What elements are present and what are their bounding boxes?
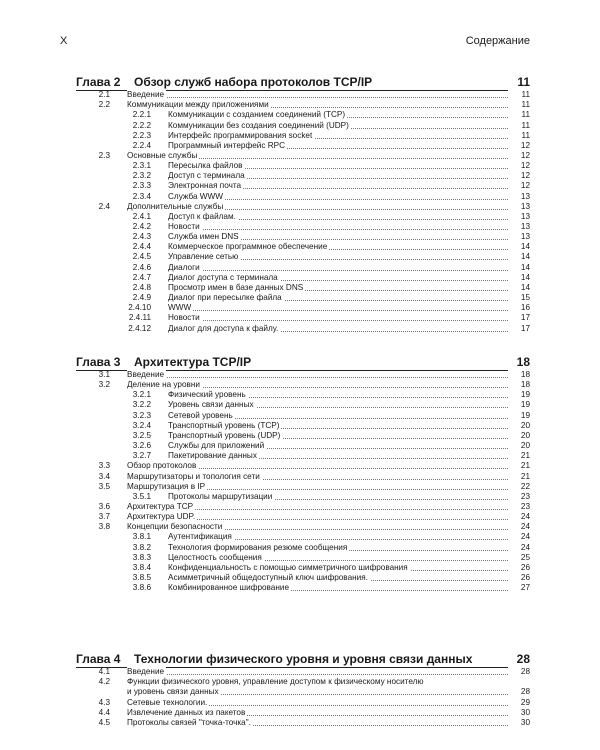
toc-entry	[0, 171, 600, 181]
section-number: 2.4.1	[132, 211, 151, 221]
section-page: 27	[508, 583, 530, 593]
section-title: Маршрутизаторы и топология сети	[127, 471, 260, 481]
dot-leader	[127, 674, 508, 675]
section-page: 14	[508, 252, 530, 262]
section-title: Служба имен DNS	[168, 232, 239, 242]
section-page: 21	[508, 461, 530, 471]
section-page: 19	[508, 390, 530, 400]
section-number: 3.8	[98, 522, 110, 532]
toc-entry	[0, 161, 600, 171]
toc-entry	[0, 212, 600, 222]
dot-leader	[127, 377, 508, 378]
section-page: 24	[508, 543, 530, 553]
section-title: Маршрутизация в IP	[127, 481, 206, 491]
section-title: Функции физического уровня, управление доступом к физическому носителю	[127, 677, 424, 687]
section-number: 3.4	[98, 471, 110, 481]
toc-entry	[0, 512, 600, 522]
section-title: и уровень связи данных	[127, 687, 219, 697]
section-page: 20	[508, 441, 530, 451]
section-title: Коммерческое программное обеспечение	[168, 242, 328, 252]
section-page: 18	[508, 370, 530, 380]
chapter-title: Обзор служб набора протоколов TCP/IP	[134, 75, 373, 89]
section-number: 3.6	[98, 502, 110, 511]
toc-entry	[0, 687, 600, 697]
toc-entry	[0, 192, 600, 202]
section-page: 25	[508, 553, 530, 563]
section-title: Сетевые технологии.	[127, 697, 208, 707]
toc-entry	[0, 573, 600, 583]
section-page: 14	[508, 263, 530, 273]
section-page: 29	[508, 698, 530, 708]
section-title: Протоколы маршрутизации	[168, 491, 273, 501]
toc-entry	[0, 151, 600, 161]
section-number: 2.3.2	[132, 171, 151, 181]
section-page: 15	[508, 293, 530, 303]
dot-leader	[168, 270, 508, 271]
section-page: 13	[508, 212, 530, 222]
section-page: 13	[508, 232, 530, 242]
section-page: 11	[508, 121, 530, 131]
section-page: 14	[508, 242, 530, 252]
section-page: 12	[508, 181, 530, 191]
section-page: 24	[508, 532, 530, 542]
section-title: Архитектура UDP.	[127, 512, 196, 522]
section-number: 4.3	[98, 697, 110, 707]
section-page: 17	[508, 324, 530, 334]
section-number: 2.4.8	[132, 282, 151, 292]
toc-entry	[0, 181, 600, 191]
section-number: 2.3.3	[132, 181, 151, 191]
section-title: Пересылка файлов	[168, 161, 243, 171]
section-title: Коммуникации между приложениями	[127, 100, 269, 110]
section-title: Коммуникации без создания соединений (UDP)	[168, 120, 349, 130]
toc-entry	[0, 718, 600, 728]
section-title: Введение	[127, 90, 165, 99]
section-page: 23	[508, 502, 530, 512]
toc-entry	[0, 283, 600, 293]
toc-entry	[0, 390, 600, 400]
section-number: 3.1	[98, 370, 110, 379]
section-number: 3.8.6	[132, 583, 151, 593]
section-number: 3.7	[98, 512, 110, 522]
section-title: Диалог доступа с терминала	[168, 272, 278, 282]
toc-entry	[0, 532, 600, 542]
section-title: Введение	[127, 370, 165, 379]
section-title: Новости	[168, 222, 200, 231]
toc-entry	[0, 222, 600, 232]
toc-entry	[0, 563, 600, 573]
section-page: 23	[508, 492, 530, 502]
section-number: 2.2.2	[132, 120, 151, 130]
section-page: 30	[508, 718, 530, 728]
dot-leader	[168, 320, 508, 321]
page-number-roman: X	[60, 35, 68, 47]
chapter-heading	[76, 75, 530, 89]
toc-entry	[0, 441, 600, 451]
section-page: 16	[508, 303, 530, 313]
section-number: 2.4.6	[132, 262, 151, 272]
section-title: Программный интерфейс RPC	[168, 140, 285, 150]
chapter-page: 18	[516, 355, 530, 369]
chapter-label: Глава 4	[76, 652, 121, 666]
section-page: 13	[508, 202, 530, 212]
dot-leader	[127, 97, 508, 98]
section-title: Службы для приложений	[168, 441, 265, 451]
section-number: 2.4.11	[128, 313, 151, 323]
section-page: 11	[508, 131, 530, 141]
chapter-page: 28	[516, 652, 530, 666]
section-title: Протоколы связей "точка-точка".	[127, 717, 251, 727]
chapter-page: 11	[517, 75, 530, 89]
toc-entry	[0, 303, 600, 313]
section-number: 2.2.1	[132, 110, 151, 120]
section-number: 2.3.4	[132, 191, 151, 201]
section-number: 2.2	[98, 100, 110, 110]
section-number: 3.8.2	[132, 542, 151, 552]
section-page: 18	[508, 380, 530, 390]
toc-entry	[0, 482, 600, 492]
section-number: 4.1	[98, 667, 110, 676]
section-number: 3.2.6	[132, 441, 151, 451]
section-page: 11	[508, 90, 530, 100]
section-number: 3.2.3	[132, 410, 151, 420]
toc-entry	[0, 698, 600, 708]
section-page: 17	[508, 313, 530, 323]
chapter-label: Глава 3	[76, 355, 121, 369]
section-title: Архитектура TCP	[127, 502, 194, 511]
section-number: 2.4.5	[132, 252, 151, 262]
dot-leader	[168, 229, 508, 230]
section-page: 13	[508, 192, 530, 202]
section-title: Служба WWW	[168, 191, 223, 201]
toc-entry	[0, 522, 600, 532]
section-title: Извлечение данных из пакетов	[127, 707, 246, 717]
section-number: 3.2.5	[132, 430, 151, 440]
section-number: 2.4.10	[128, 303, 151, 313]
section-title: Доступ к файлам.	[168, 211, 236, 221]
chapter-title: Технологии физического уровня и уровня связи данных	[134, 652, 473, 666]
toc-entry	[0, 90, 600, 100]
section-title: Диалог для доступа к файлу.	[168, 323, 279, 333]
section-page: 19	[508, 400, 530, 410]
toc-entry	[0, 141, 600, 151]
section-title: Новости	[168, 313, 200, 323]
section-title: Доступ с терминала	[168, 171, 245, 181]
section-number: 3.2.4	[132, 420, 151, 430]
section-page: 28	[508, 687, 530, 697]
section-number: 2.4.3	[132, 232, 151, 242]
section-title: Коммуникации с созданием соединений (TCP)	[168, 110, 346, 120]
toc-entry	[0, 232, 600, 242]
section-page: 12	[508, 161, 530, 171]
toc-entry	[0, 461, 600, 471]
section-title: Диалог при пересылке файла	[168, 293, 282, 302]
section-page: 30	[508, 708, 530, 718]
section-number: 3.2	[98, 380, 110, 390]
toc-entry	[0, 100, 600, 110]
section-title: Основные службы	[127, 150, 198, 160]
chapter-heading	[76, 652, 530, 666]
section-title: Концепции безопасности	[127, 522, 223, 532]
section-number: 4.4	[98, 707, 110, 717]
section-number: 3.8.5	[132, 573, 151, 582]
section-number: 4.5	[98, 717, 110, 727]
section-number: 2.4.7	[132, 272, 151, 282]
toc-entry	[0, 421, 600, 431]
section-title: Транспортный уровень (TCP)	[168, 420, 280, 430]
section-page: 14	[508, 273, 530, 283]
section-title: Конфиденциальность с помощью симметричного шифрования	[168, 562, 408, 572]
section-title: Управление сетью	[168, 252, 239, 262]
section-number: 2.2.3	[132, 130, 151, 140]
section-title: Введение	[127, 667, 165, 676]
toc-entry	[0, 370, 600, 380]
section-title: Дополнительные службы	[127, 201, 224, 211]
chapter-heading	[76, 355, 530, 369]
section-number: 3.2.2	[132, 400, 151, 410]
toc-entry	[0, 677, 600, 687]
toc-entry	[0, 324, 600, 334]
toc-entry	[0, 202, 600, 212]
toc-entry	[0, 502, 600, 512]
section-number: 2.4.4	[132, 242, 151, 252]
section-number: 2.4	[98, 201, 110, 211]
section-number: 3.2.7	[132, 451, 151, 461]
section-title: Уровень связи данных	[168, 400, 254, 410]
section-number: 2.3.1	[132, 161, 151, 171]
section-number: 3.2.1	[132, 390, 151, 400]
toc-entry	[0, 553, 600, 563]
section-title: Просмотр имен в базе данных DNS	[168, 282, 304, 292]
section-title: Асимметричный общедоступный ключ шифрования.	[168, 573, 368, 582]
toc-entry	[0, 263, 600, 273]
section-title: Электронная почта	[168, 181, 242, 191]
dot-leader	[168, 310, 508, 311]
section-page: 12	[508, 171, 530, 181]
section-page: 20	[508, 431, 530, 441]
section-page: 14	[508, 283, 530, 293]
toc-entry	[0, 110, 600, 120]
toc-entry	[0, 492, 600, 502]
chapter-label: Глава 2	[76, 75, 121, 89]
section-number: 3.8.4	[132, 562, 151, 572]
toc-entry	[0, 708, 600, 718]
section-title: Физический уровень	[168, 390, 246, 400]
section-page: 22	[508, 482, 530, 492]
section-title: Комбинированное шифрование	[168, 583, 290, 593]
section-number: 2.3	[98, 150, 110, 160]
section-page: 24	[508, 522, 530, 532]
section-number: 2.2.4	[132, 140, 151, 150]
section-page: 28	[508, 667, 530, 677]
section-title: Сетевой уровень	[168, 410, 233, 420]
toc-entry	[0, 242, 600, 252]
toc-entry	[0, 451, 600, 461]
section-title: Деление на уровни	[127, 380, 200, 390]
chapter-title: Архитектура TCP/IP	[134, 355, 252, 369]
running-title: Содержание	[465, 35, 530, 47]
section-number: 2.4.9	[132, 293, 151, 302]
section-number: 3.8.1	[132, 532, 151, 542]
section-number: 3.5	[98, 481, 110, 491]
toc-entry	[0, 273, 600, 283]
section-page: 24	[508, 512, 530, 522]
section-number: 3.3	[98, 461, 110, 471]
toc-entry	[0, 400, 600, 410]
toc-entry	[0, 472, 600, 482]
section-title: Транспортный уровень (UDP)	[168, 430, 281, 440]
section-title: Обзор протоколов	[127, 461, 197, 471]
section-page: 13	[508, 222, 530, 232]
toc-entry	[0, 667, 600, 677]
section-number: 3.5.1	[132, 491, 151, 501]
toc-entry	[0, 313, 600, 323]
section-page: 26	[508, 563, 530, 573]
toc-entry	[0, 293, 600, 303]
section-page: 20	[508, 421, 530, 431]
section-page: 21	[508, 472, 530, 482]
section-title: Аутентификация	[168, 532, 232, 542]
toc-entry	[0, 543, 600, 553]
section-page: 11	[508, 100, 530, 110]
section-title: Интерфейс программирования socket	[168, 130, 313, 140]
section-page: 12	[508, 141, 530, 151]
section-title: Пакетирование данных	[168, 451, 257, 461]
section-number: 2.1	[98, 90, 110, 99]
toc-entry	[0, 380, 600, 390]
section-title: Диалоги	[168, 262, 200, 272]
section-title: Технология формирования резюме сообщения	[168, 542, 348, 552]
toc-entry	[0, 131, 600, 141]
section-number: 4.2	[98, 677, 110, 687]
toc-entry	[0, 121, 600, 131]
toc-entry	[0, 583, 600, 593]
section-page: 11	[508, 110, 530, 120]
section-number: 2.4.12	[128, 323, 151, 333]
section-title: WWW	[168, 303, 192, 313]
toc-entry	[0, 252, 600, 262]
section-page: 12	[508, 151, 530, 161]
section-page: 26	[508, 573, 530, 583]
toc-entry	[0, 431, 600, 441]
toc-entry	[0, 411, 600, 421]
section-page: 19	[508, 411, 530, 421]
section-number: 3.8.3	[132, 552, 151, 562]
section-title: Целостность сообщения	[168, 552, 262, 562]
section-page: 21	[508, 451, 530, 461]
section-number: 2.4.2	[132, 222, 151, 231]
